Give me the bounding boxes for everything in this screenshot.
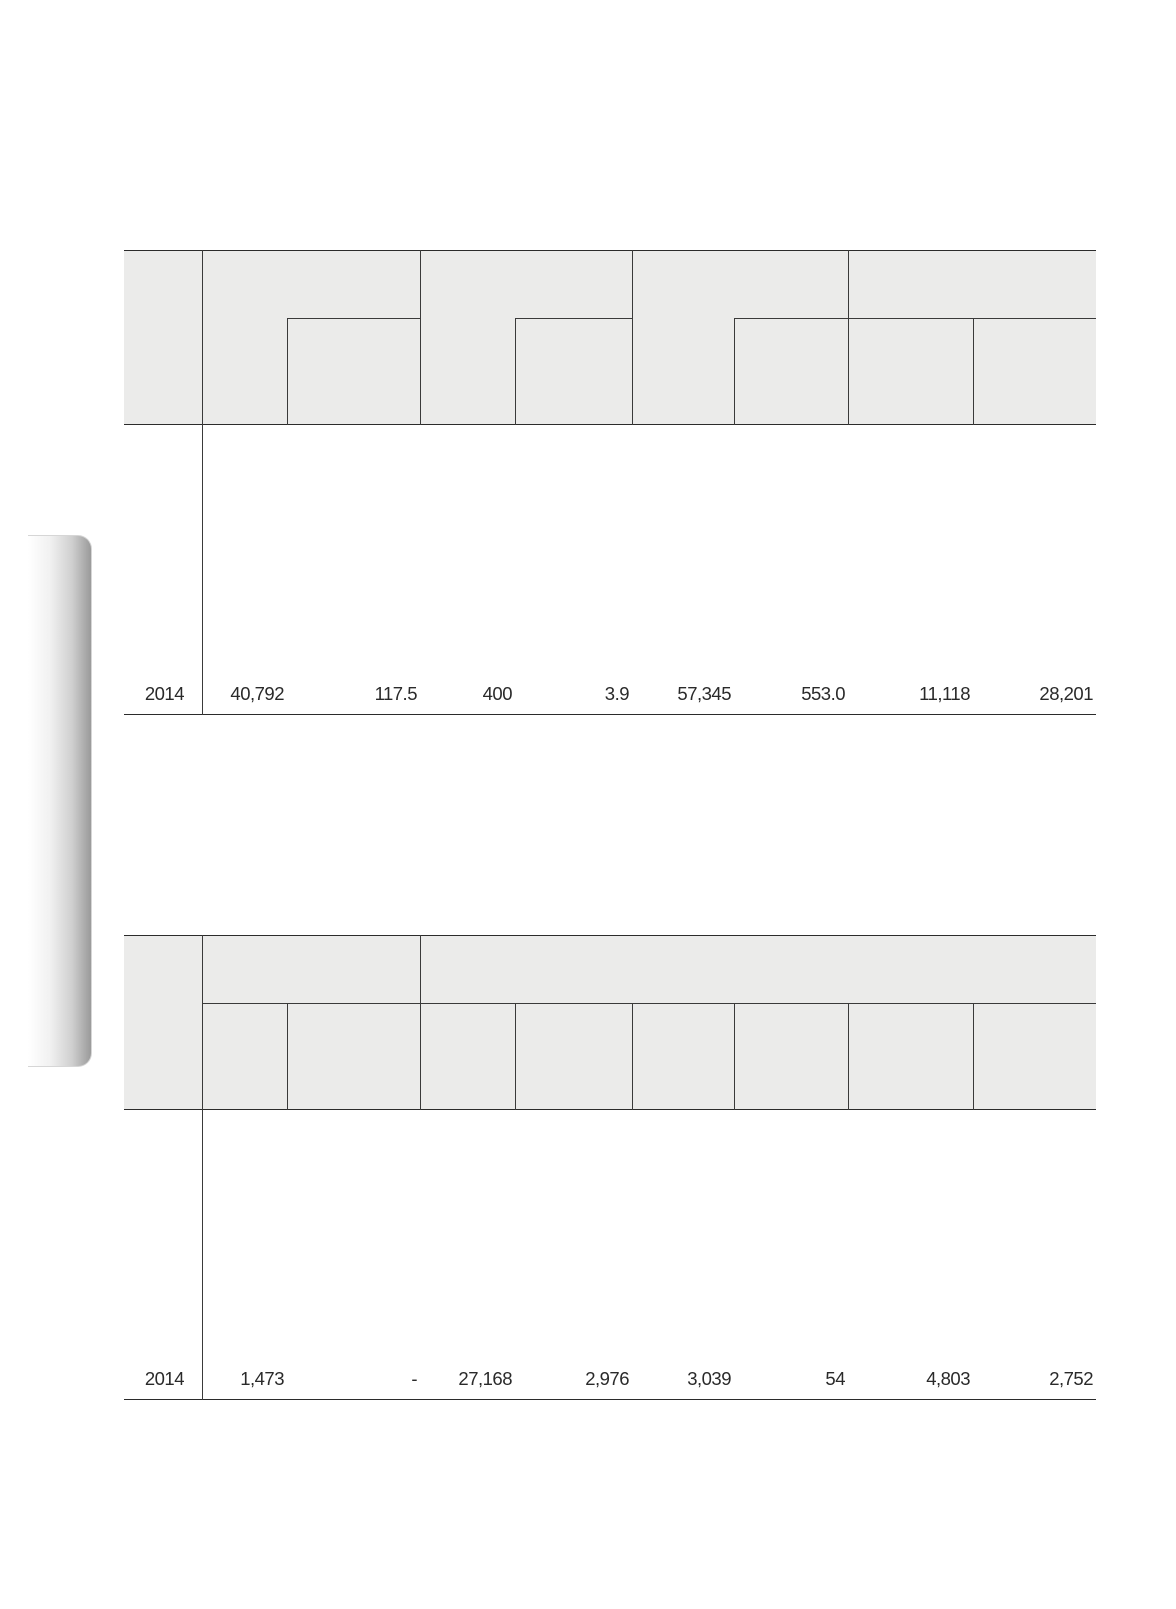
table-1-body — [124, 425, 1096, 715]
value-cell: 54 — [825, 1368, 845, 1389]
value-cell: 40,792 — [230, 683, 284, 704]
subheader-divider — [515, 318, 632, 319]
year-column-divider — [202, 425, 203, 715]
header-divider — [202, 935, 203, 1110]
subheader-divider — [973, 318, 974, 425]
value-cell: 28,201 — [1039, 683, 1093, 704]
year-cell: 2014 — [144, 1368, 184, 1389]
subheader-divider — [734, 1003, 735, 1110]
side-tab — [28, 535, 92, 1067]
header-divider — [632, 250, 633, 425]
value-cell: 2,976 — [585, 1368, 629, 1389]
table-2-header — [124, 935, 1096, 1110]
header-divider — [848, 250, 849, 425]
subheader-divider — [202, 1003, 1096, 1004]
header-divider — [202, 250, 203, 425]
subheader-divider — [848, 318, 1096, 319]
year-column-divider — [202, 1110, 203, 1400]
subheader-divider — [734, 318, 848, 319]
value-cell: 3.9 — [604, 683, 629, 704]
table-row — [124, 680, 1096, 708]
subheader-divider — [734, 318, 735, 425]
subheader-divider — [287, 318, 288, 425]
subheader-divider — [848, 1003, 849, 1110]
value-cell: 400 — [482, 683, 512, 704]
subheader-divider — [287, 1003, 288, 1110]
subheader-divider — [973, 1003, 974, 1110]
value-cell: 1,473 — [240, 1368, 284, 1389]
value-cell: 117.5 — [374, 683, 417, 704]
subheader-divider — [287, 318, 420, 319]
value-cell: 4,803 — [926, 1368, 970, 1389]
table-2 — [124, 935, 1096, 1403]
table-row — [124, 1365, 1096, 1393]
value-cell: 57,345 — [677, 683, 731, 704]
subheader-divider — [515, 1003, 516, 1110]
header-divider — [420, 250, 421, 425]
value-cell: 2,752 — [1049, 1368, 1093, 1389]
table-2-body — [124, 1110, 1096, 1400]
subheader-divider — [632, 1003, 633, 1110]
value-cell: 553.0 — [801, 683, 845, 704]
header-divider — [420, 935, 421, 1110]
value-cell: 11,118 — [919, 683, 970, 704]
subheader-divider — [515, 318, 516, 425]
year-cell: 2014 — [144, 683, 184, 704]
value-cell: 3,039 — [687, 1368, 731, 1389]
value-cell: 27,168 — [458, 1368, 512, 1389]
value-cell: - — [411, 1368, 417, 1389]
table-1-header — [124, 250, 1096, 425]
table-1 — [124, 250, 1096, 718]
